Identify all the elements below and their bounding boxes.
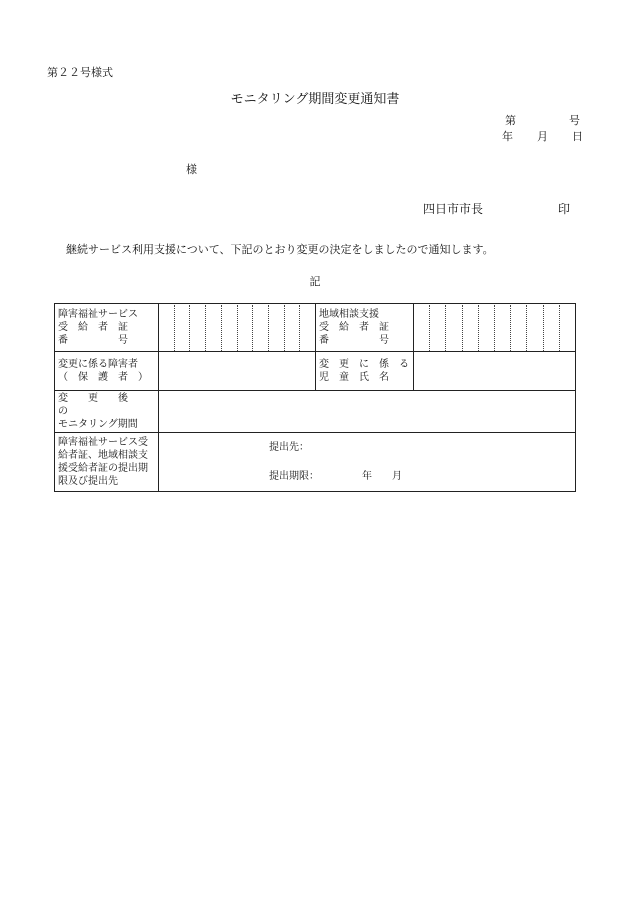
label-line: 障害福祉サービス	[58, 309, 138, 320]
monitoring-period-label	[55, 391, 159, 433]
table-row	[55, 352, 576, 391]
notice-body-text: 継続サービス利用支援について、下記のとおり変更の決定をしましたので通知します。	[66, 243, 494, 256]
person-name-field[interactable]	[159, 352, 316, 391]
consultation-certificate-label	[316, 304, 414, 352]
label-line: （ 保 護 者 ）	[58, 372, 148, 383]
label-line: 地域相談支援	[319, 309, 379, 320]
date-month-label: 月	[537, 130, 548, 143]
label-line: 援受給者証の提出期	[58, 463, 148, 474]
table-row	[55, 391, 576, 433]
notice-table	[54, 303, 576, 492]
deadline-month-label: 月	[392, 471, 402, 482]
document-number-suffix: 号	[569, 114, 580, 127]
label-line: モニタリング期間	[58, 419, 138, 430]
monitoring-period-field[interactable]	[159, 391, 576, 433]
consultation-certificate-number-boxes[interactable]	[414, 304, 576, 352]
label-line: 障害福祉サービス受	[58, 437, 148, 448]
person-label	[55, 352, 159, 391]
date-day-label: 日	[572, 130, 583, 143]
child-name-field[interactable]	[414, 352, 576, 391]
table-row	[55, 304, 576, 352]
label-line: 番 号	[319, 335, 389, 346]
form-number: 第２２号様式	[47, 66, 113, 79]
table-row	[55, 433, 576, 492]
service-certificate-number-boxes[interactable]	[159, 304, 316, 352]
seal-mark: 印	[558, 202, 571, 216]
date-year-label: 年	[502, 130, 513, 143]
service-certificate-label	[55, 304, 159, 352]
label-line: 限及び提出先	[58, 476, 118, 487]
submit-to-label: 提出先：	[269, 442, 309, 453]
addressee-honorific: 様	[186, 163, 197, 176]
label-line: 給者証、地域相談支	[58, 450, 148, 461]
ki-heading: 記	[309, 275, 321, 288]
label-line: 変更に係る障害者	[58, 359, 138, 370]
document-number-prefix: 第	[505, 114, 516, 127]
document-title: モニタリング期間変更通知書	[230, 92, 400, 107]
label-line: 番 号	[58, 335, 128, 346]
label-line: 受 給 者 証	[319, 322, 389, 333]
submit-deadline-label: 提出期限：	[269, 471, 319, 482]
label-line: 受 給 者 証	[58, 322, 128, 333]
label-line: 児 童 氏 名	[319, 372, 389, 383]
deadline-year-label: 年	[362, 471, 372, 482]
submission-label	[55, 433, 159, 492]
issuer-name: 四日市市長	[423, 202, 484, 216]
label-line: 変 更 に 係 る	[319, 359, 409, 370]
submission-field[interactable]	[159, 433, 576, 492]
child-name-label	[316, 352, 414, 391]
label-line: 変 更 後 の	[58, 393, 148, 417]
